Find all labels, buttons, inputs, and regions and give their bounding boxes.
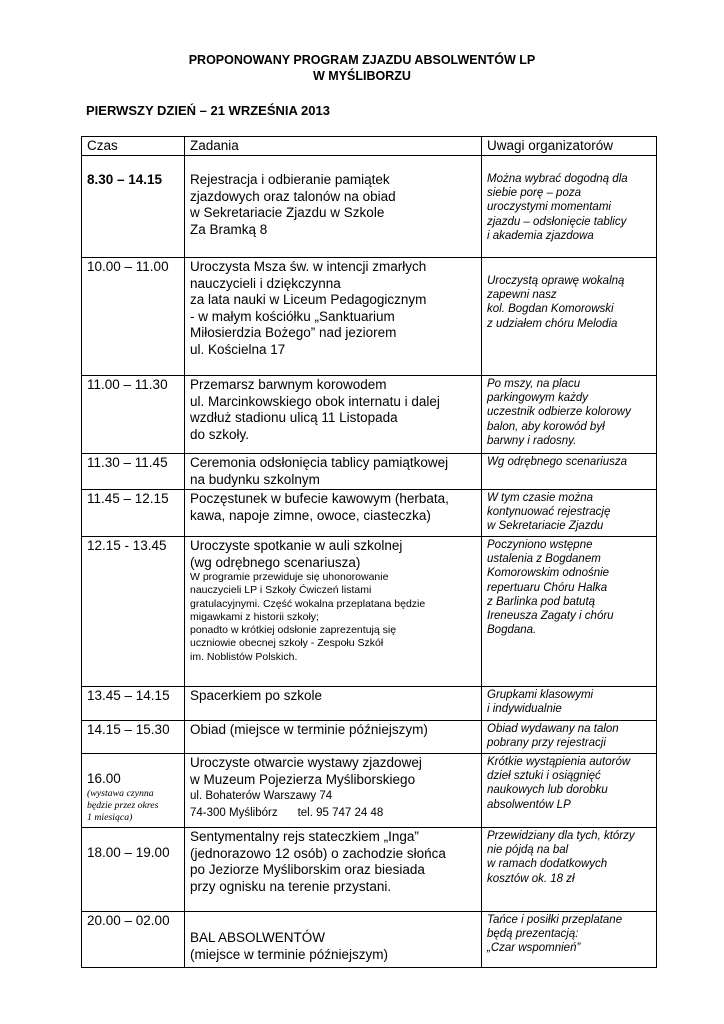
row-notes [482, 828, 657, 912]
header-tasks: Zadania [185, 137, 482, 156]
text-line: 11.00 – 11.30 [87, 377, 168, 392]
text-line: BAL ABSOLWENTÓW [190, 930, 326, 945]
row-time [82, 156, 185, 258]
text-line: uroczystymi momentami [487, 201, 611, 214]
table-row [82, 828, 657, 912]
text-line: parkingowym każdy [487, 392, 588, 405]
row-time [82, 912, 185, 968]
text-line: Obiad wydawany na talon [487, 723, 619, 735]
row-notes [482, 721, 657, 754]
text-line: 11.45 – 12.15 [87, 491, 169, 506]
text-line: barwny i radosny. [487, 434, 577, 447]
text-line: pobrany przy rejestracji [487, 737, 606, 750]
row-time [82, 376, 185, 454]
table-row [82, 490, 657, 537]
text-line: Sentymentalny rejs stateczkiem „Inga” [190, 829, 419, 844]
row-time [82, 828, 185, 912]
text-line: Rejestracja i odbieranie pamiątek [190, 172, 390, 187]
row-task [185, 454, 482, 490]
text-line: Można wybrać dogodną dla [487, 173, 628, 185]
document-title [0, 52, 724, 84]
text-line: ul. Marcinkowskiego obok internatu i dalej [190, 393, 440, 409]
text-line: Bogdana. [487, 624, 537, 637]
text-line: Uroczysta Msza św. w intencji zmarłych [190, 259, 427, 274]
text-line: nauczycieli LP i Szkoły Ćwiczeń listami [190, 584, 372, 597]
text-line: 14.15 – 15.30 [87, 722, 170, 737]
text-line: kontynuować rejestrację [487, 506, 611, 519]
text-line: Obiad (miejsce w terminie późniejszym) [190, 722, 428, 737]
text-line: Uroczyste spotkanie w auli szkolnej [190, 538, 403, 553]
text-line: w Sekretariacie Zjazdu w Szkole [190, 205, 385, 220]
text-line: przy ognisku na terenie przystani. [190, 878, 392, 894]
text-line: Za Bramką 8 [190, 221, 268, 237]
text-line: Poczęstunek w bufecie kawowym (herbata, [190, 491, 449, 506]
text-line: „Czar wspomnień” [487, 942, 581, 955]
table-row [82, 754, 657, 828]
header-time: Czas [82, 137, 185, 156]
row-notes [482, 454, 657, 490]
text-line: 13.45 – 14.15 [87, 688, 170, 703]
text-line: Tańce i posiłki przeplatane [487, 914, 623, 926]
text-line: 12.15 - 13.45 [87, 538, 167, 553]
row-time [82, 258, 185, 376]
text-line: Spacerkiem po szkole [190, 688, 323, 703]
row-task [185, 156, 482, 258]
text-line: uczestnik odbierze kolorowy [487, 406, 631, 419]
row-task [185, 537, 482, 687]
row-notes [482, 754, 657, 828]
address-city: 74-300 Myślibórz [190, 806, 278, 819]
text-line: w ramach dodatkowych [487, 858, 608, 871]
text-line: zjazdowych oraz talonów na obiad [190, 188, 396, 204]
text-line: kosztów ok. 18 zł [487, 872, 575, 885]
text-line: Wg odrębnego scenariusza [487, 456, 627, 468]
row-time [82, 537, 185, 687]
row-time [82, 490, 185, 537]
text-line: kol. Bogdan Komorowski [487, 303, 614, 316]
text-line: Komorowskim odnośnie [487, 567, 610, 580]
row-notes [482, 687, 657, 721]
text-line: Przewidziany dla tych, którzy [487, 830, 635, 842]
row-task [185, 376, 482, 454]
text-line: z Barlinka pod batutą [487, 595, 596, 608]
title-line-2: W MYŚLIBORZU [313, 69, 411, 83]
table-row [82, 454, 657, 490]
text-line: 1 miesiąca) [87, 811, 133, 823]
text-line: i indywidualnie [487, 703, 562, 716]
text-line: ul. Bohaterów Warszawy 74 [190, 790, 333, 802]
row-notes [482, 156, 657, 258]
text-line: balon, aby korowód był [487, 420, 605, 433]
text-line: Ireneusza Zagaty i chóru [487, 610, 614, 623]
text-line: będzie przez okres [87, 799, 159, 811]
row-notes [482, 912, 657, 968]
text-line: do szkoły. [190, 426, 250, 442]
text-line: po Jeziorze Myśliborskim oraz biesiada [190, 862, 425, 877]
text-line: ustalenia z Bogdanem [487, 553, 601, 566]
row-notes [482, 258, 657, 376]
text-line: nie pójdą na bal [487, 844, 569, 857]
row-task [185, 754, 482, 828]
row-task [185, 828, 482, 912]
text-line: kawa, napoje zimne, owoce, ciasteczka) [190, 507, 431, 523]
row-notes [482, 537, 657, 687]
text-line: dzieł sztuki i osiągnięć [487, 770, 601, 783]
table-header-row [82, 137, 657, 156]
text-line: gratulacyjnymi. Część wokalna przeplatana będzie [190, 597, 426, 610]
text-line: Krótkie wystąpienia autorów [487, 756, 631, 768]
row-task [185, 687, 482, 721]
table-row [82, 156, 657, 258]
text-line: absolwentów LP [487, 798, 571, 811]
text-line: (jednorazowo 12 osób) o zachodzie słońca [190, 845, 446, 861]
text-line: (wystawa czynna [87, 787, 154, 799]
table-row [82, 912, 657, 968]
program-table [81, 136, 657, 968]
row-task [185, 258, 482, 376]
text-line: Ceremonia odsłonięcia tablicy pamiątkowej [190, 455, 449, 470]
text-line: Grupkami klasowymi [487, 689, 594, 701]
row-time [82, 754, 185, 828]
text-line: z udziałem chóru Melodia [487, 317, 618, 330]
text-line: migawkami z historii szkoły; [190, 610, 319, 623]
table-row [82, 258, 657, 376]
text-line: 20.00 – 02.00 [87, 913, 170, 928]
text-line: W programie przewiduje się uhonorowanie [190, 571, 389, 583]
title-line-1: PROPONOWANY PROGRAM ZJAZDU ABSOLWENTÓW LP [188, 53, 536, 67]
table-row [82, 376, 657, 454]
text-line: w Sekretariacie Zjazdu [487, 520, 604, 533]
text-line: repertuaru Chóru Halka [487, 581, 608, 594]
text-line: siebie porę – poza [487, 187, 581, 200]
text-line: wzdłuż stadionu ulicą 11 Listopada [190, 410, 398, 425]
text-line: im. Noblistów Polskich. [190, 650, 298, 663]
text-line: (miejsce w terminie późniejszym) [190, 946, 389, 962]
row-time [82, 687, 185, 721]
row-task [185, 721, 482, 754]
address-phone: tel. 95 747 24 48 [297, 806, 384, 819]
header-notes: Uwagi organizatorów [482, 137, 657, 156]
text-line: Przemarsz barwnym korowodem [190, 377, 387, 392]
text-line: będą prezentacją: [487, 928, 579, 941]
text-line: ponadto w krótkiej odsłonie zaprezentują się [190, 624, 397, 637]
table-row [82, 721, 657, 754]
text-line: zjazdu – odsłonięcie tablicy [487, 215, 627, 228]
table-row [82, 537, 657, 687]
text-line: 16.00 [87, 771, 121, 786]
address-line [190, 805, 477, 822]
text-line: ul. Kościelna 17 [190, 341, 286, 357]
text-line: Miłosierdzia Bożego” nad jeziorem [190, 325, 397, 340]
row-notes [482, 490, 657, 537]
text-line: na budynku szkolnym [190, 471, 320, 487]
text-line: Uroczyste otwarcie wystawy zjazdowej [190, 755, 422, 770]
day-heading: PIERWSZY DZIEŃ – 21 WRZEŚNIA 2013 [86, 103, 330, 118]
text-line: Uroczystą oprawę wokalną [487, 275, 625, 287]
row-time [82, 721, 185, 754]
text-line: i akademia zjazdowa [487, 229, 594, 242]
text-line: W tym czasie można [487, 492, 594, 504]
text-line: Poczyniono wstępne [487, 539, 593, 551]
text-line: (wg odrębnego scenariusza) [190, 554, 361, 570]
row-task [185, 490, 482, 537]
row-notes [482, 376, 657, 454]
table-row [82, 687, 657, 721]
text-line: Po mszy, na placu [487, 378, 581, 390]
text-line: nauczycieli i dziękczynna [190, 275, 341, 291]
row-task [185, 912, 482, 968]
text-line: naukowych lub dorobku [487, 784, 608, 797]
text-line: zapewni nasz [487, 289, 557, 302]
text-line: - w małym kościółku „Sanktuarium [190, 308, 395, 324]
text-line: za lata nauki w Liceum Pedagogicznym [190, 292, 427, 307]
text-line: 8.30 – 14.15 [87, 172, 163, 187]
row-time [82, 454, 185, 490]
text-line: 11.30 – 11.45 [87, 455, 168, 470]
text-line: 18.00 – 19.00 [87, 845, 170, 860]
text-line: w Muzeum Pojezierza Myśliborskiego [190, 771, 416, 787]
text-line: 10.00 – 11.00 [87, 259, 169, 274]
text-line: uczniowie obecnej szkoły - Zespołu Szkół [190, 637, 384, 650]
